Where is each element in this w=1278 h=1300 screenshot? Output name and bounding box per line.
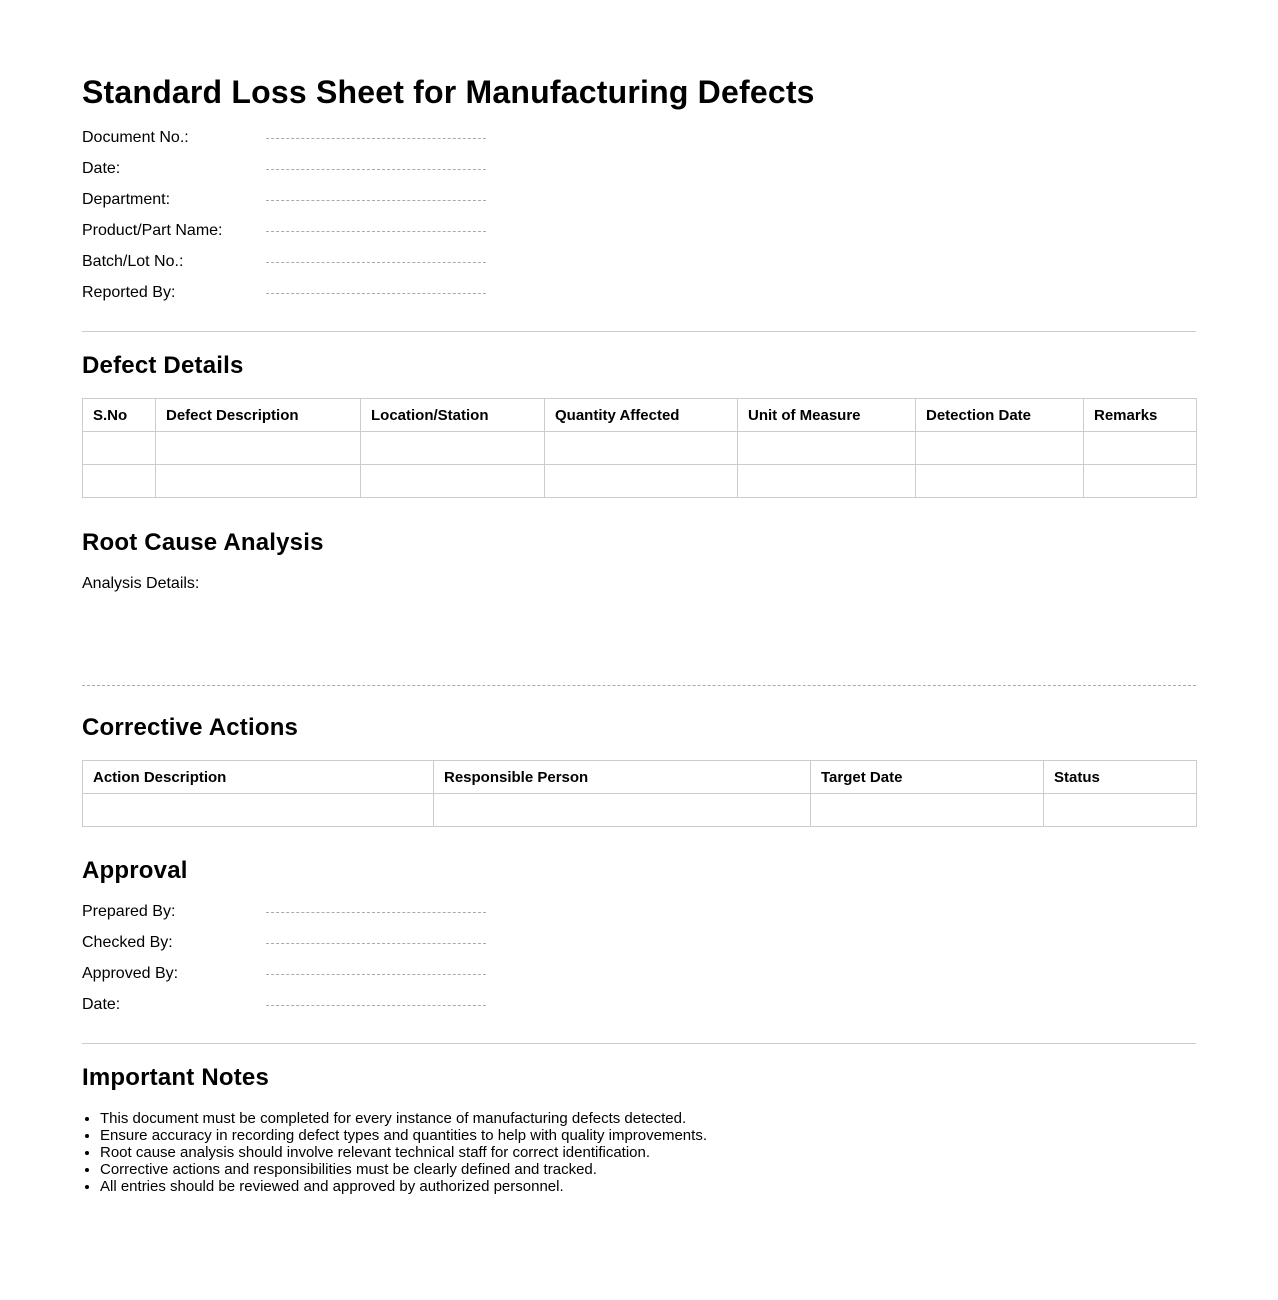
root-cause-heading: Root Cause Analysis: [82, 529, 324, 556]
approval-date-input-line[interactable]: [266, 1005, 486, 1006]
field-label: Date:: [82, 160, 121, 177]
table-cell[interactable]: [83, 465, 156, 498]
table-cell[interactable]: [738, 432, 916, 465]
field-prepared-by: [82, 902, 486, 933]
table-cell[interactable]: [434, 794, 811, 827]
list-item: • Root cause analysis should involve relevant technical staff for correct identification.: [100, 1144, 707, 1161]
table-cell[interactable]: [1084, 465, 1197, 498]
defect-details-table: [82, 398, 1197, 498]
column-header-remarks: Remarks: [1084, 399, 1197, 432]
checked-by-input-line[interactable]: [266, 943, 486, 944]
column-header-defect-description: Defect Description: [156, 399, 361, 432]
field-label: Product/Part Name:: [82, 222, 223, 239]
approval-heading: Approval: [82, 857, 188, 884]
table-cell[interactable]: [361, 432, 545, 465]
table-cell[interactable]: [811, 794, 1044, 827]
field-date: [82, 159, 486, 190]
list-item: • This document must be completed for every instance of manufacturing defects detected.: [100, 1110, 707, 1127]
table-cell[interactable]: [545, 465, 738, 498]
column-header-status: Status: [1044, 761, 1197, 794]
column-header-target-date: Target Date: [811, 761, 1044, 794]
field-label: Date:: [82, 996, 121, 1013]
table-cell[interactable]: [361, 465, 545, 498]
table-cell[interactable]: [738, 465, 916, 498]
analysis-details-label: Analysis Details:: [82, 575, 200, 592]
corrective-actions-heading: Corrective Actions: [82, 714, 299, 741]
field-label: Document No.:: [82, 129, 189, 146]
approved-by-input-line[interactable]: [266, 974, 486, 975]
field-batch-lot-no: [82, 252, 486, 283]
table-cell[interactable]: [83, 432, 156, 465]
field-label: Checked By:: [82, 934, 173, 951]
field-approved-by: [82, 964, 486, 995]
table-cell[interactable]: [545, 432, 738, 465]
field-label: Approved By:: [82, 965, 179, 982]
defect-details-heading: Defect Details: [82, 352, 244, 379]
table-cell[interactable]: [916, 465, 1084, 498]
section-divider: [82, 1043, 1196, 1044]
table-row: [83, 465, 1197, 498]
prepared-by-input-line[interactable]: [266, 912, 486, 913]
list-item: • All entries should be reviewed and approved by authorized personnel.: [100, 1178, 707, 1195]
table-cell[interactable]: [916, 432, 1084, 465]
department-input-line[interactable]: [266, 200, 486, 201]
table-row: [83, 794, 1197, 827]
table-cell[interactable]: [1084, 432, 1197, 465]
corrective-actions-table: [82, 760, 1197, 827]
table-cell[interactable]: [156, 432, 361, 465]
reported-by-input-line[interactable]: [266, 293, 486, 294]
notes-list: [82, 1110, 707, 1195]
batch-lot-no-input-line[interactable]: [266, 262, 486, 263]
column-header-action-description: Action Description: [83, 761, 434, 794]
field-approval-date: [82, 995, 486, 1026]
field-label: Department:: [82, 191, 171, 208]
column-header-responsible-person: Responsible Person: [434, 761, 811, 794]
field-reported-by: [82, 283, 486, 314]
field-department: [82, 190, 486, 221]
important-notes-heading: Important Notes: [82, 1064, 270, 1091]
list-item: • Ensure accuracy in recording defect types and quantities to help with quality improvements.: [100, 1127, 707, 1144]
column-header-unit-of-measure: Unit of Measure: [738, 399, 916, 432]
field-checked-by: [82, 933, 486, 964]
field-label: Prepared By:: [82, 903, 176, 920]
field-product-part-name: [82, 221, 486, 252]
column-header-sno: S.No: [83, 399, 156, 432]
product-part-name-input-line[interactable]: [266, 231, 486, 232]
column-header-quantity-affected: Quantity Affected: [545, 399, 738, 432]
table-cell[interactable]: [1044, 794, 1197, 827]
field-label: Batch/Lot No.:: [82, 253, 184, 270]
field-label: Reported By:: [82, 284, 176, 301]
table-header-row: [83, 761, 1197, 794]
table-row: [83, 432, 1197, 465]
section-divider: [82, 331, 1196, 332]
field-document-no: [82, 128, 486, 159]
column-header-detection-date: Detection Date: [916, 399, 1084, 432]
table-header-row: [83, 399, 1197, 432]
column-header-location-station: Location/Station: [361, 399, 545, 432]
list-item: • Corrective actions and responsibilities must be clearly defined and tracked.: [100, 1161, 707, 1178]
table-cell[interactable]: [83, 794, 434, 827]
analysis-details-input-line[interactable]: [82, 685, 1196, 686]
document-no-input-line[interactable]: [266, 138, 486, 139]
date-input-line[interactable]: [266, 169, 486, 170]
document-title: Standard Loss Sheet for Manufacturing Defects: [82, 74, 815, 110]
table-cell[interactable]: [156, 465, 361, 498]
